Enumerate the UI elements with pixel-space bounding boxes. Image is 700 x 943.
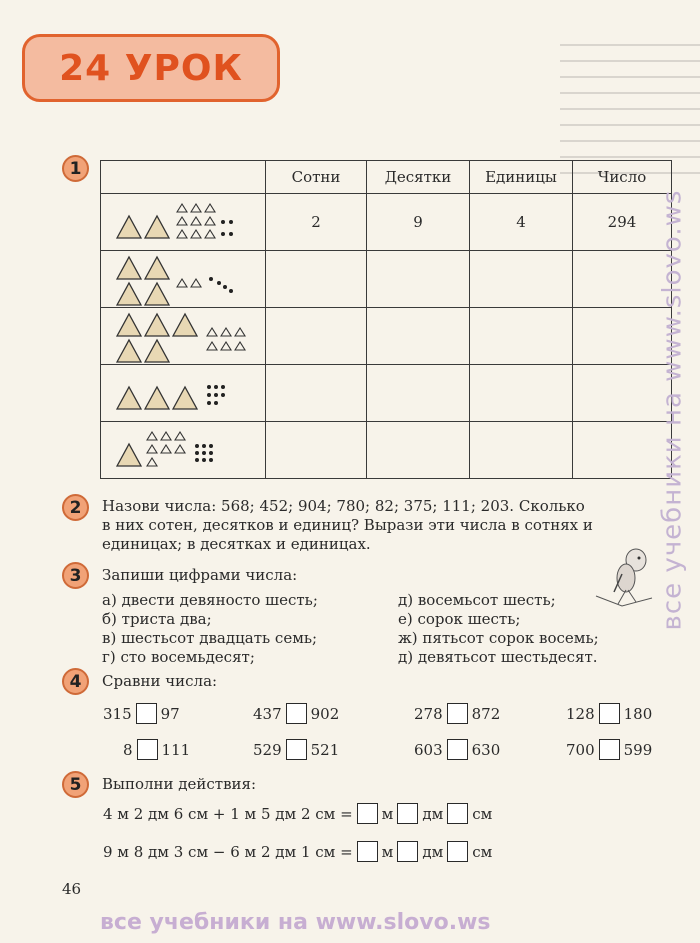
- answer-box-cm[interactable]: [447, 803, 468, 824]
- compare-item: [566, 739, 652, 760]
- figure-column-header: [101, 161, 266, 194]
- compare-left: 437: [253, 704, 282, 723]
- table-row: [101, 365, 672, 422]
- bottom-watermark: все учебники на www.slovo.ws: [100, 910, 491, 935]
- mouse-illustration: [592, 540, 656, 618]
- triangles-dots-figure: [101, 365, 265, 421]
- answer-box-dm[interactable]: [397, 841, 418, 862]
- cell-hundreds[interactable]: [266, 251, 367, 308]
- unit-label: см: [472, 842, 493, 861]
- compare-right: 902: [310, 704, 340, 723]
- lesson-badge: [22, 34, 280, 102]
- task2-line: Назови числа: 568; 452; 904; 780; 82; 375; 111; 203. Сколько: [102, 497, 585, 515]
- triangles-dots-figure: [101, 194, 265, 250]
- lesson-title: 24 УРОК: [59, 47, 243, 89]
- task3-item: д) девятьсот шестьдесят.: [398, 648, 598, 666]
- unit-label: дм: [422, 842, 444, 861]
- cell-hundreds: 2: [266, 194, 367, 251]
- compare-left: 8: [123, 740, 133, 759]
- task3-item: г) сто восемьдесят;: [102, 648, 255, 666]
- triangles-dots-figure: [101, 251, 265, 307]
- place-value-table: [100, 160, 672, 479]
- compare-right: 630: [471, 740, 501, 759]
- compare-answer-box[interactable]: [447, 703, 468, 724]
- unit-label: см: [472, 804, 493, 823]
- compare-item: [414, 703, 500, 724]
- figure-cell: [101, 422, 266, 479]
- task5-title: Выполни действия:: [102, 775, 257, 793]
- expression-text: 9 м 8 дм 3 см − 6 м 2 дм 1 см =: [103, 842, 353, 861]
- compare-item: [253, 703, 339, 724]
- compare-left: 278: [414, 704, 443, 723]
- cell-ones[interactable]: [470, 365, 573, 422]
- task2-line: единицах; в десятках и единицах.: [102, 535, 371, 553]
- task-number-2: 2: [62, 494, 89, 521]
- compare-answer-box[interactable]: [599, 739, 620, 760]
- header-hundreds: Сотни: [266, 161, 367, 194]
- compare-answer-box[interactable]: [286, 739, 307, 760]
- triangles-dots-figure: [101, 422, 265, 478]
- task3-item: е) сорок шесть;: [398, 610, 521, 628]
- compare-right: 872: [471, 704, 501, 723]
- cell-tens[interactable]: [367, 422, 470, 479]
- task4-title: Сравни числа:: [102, 672, 218, 690]
- compare-left: 128: [566, 704, 595, 723]
- compare-item: [414, 739, 500, 760]
- triangles-dots-figure: [101, 308, 265, 364]
- compare-answer-box[interactable]: [447, 739, 468, 760]
- compare-right: 97: [160, 704, 180, 723]
- header-ones: Единицы: [470, 161, 573, 194]
- task-number-4: 4: [62, 668, 89, 695]
- cell-ones: 4: [470, 194, 573, 251]
- task3-item: б) триста два;: [102, 610, 212, 628]
- compare-answer-box[interactable]: [137, 739, 158, 760]
- figure-cell: [101, 251, 266, 308]
- expression-text: 4 м 2 дм 6 см + 1 м 5 дм 2 см =: [103, 804, 353, 823]
- compare-right: 180: [623, 704, 653, 723]
- compare-left: 700: [566, 740, 595, 759]
- task3-item: а) двести девяносто шесть;: [102, 591, 318, 609]
- header-number: Число: [573, 161, 672, 194]
- cell-hundreds[interactable]: [266, 422, 367, 479]
- cell-tens[interactable]: [367, 308, 470, 365]
- cell-hundreds[interactable]: [266, 365, 367, 422]
- unit-label: м: [381, 842, 394, 861]
- task-number-1: 1: [62, 155, 89, 182]
- task-number-3: 3: [62, 562, 89, 589]
- answer-box-dm[interactable]: [397, 803, 418, 824]
- task2-line: в них сотен, десятков и единиц? Вырази эти числа в сотнях и: [102, 516, 593, 534]
- task-number-5: 5: [62, 771, 89, 798]
- cell-ones[interactable]: [470, 422, 573, 479]
- compare-item: [566, 703, 652, 724]
- answer-box-cm[interactable]: [447, 841, 468, 862]
- header-tens: Десятки: [367, 161, 470, 194]
- vertical-watermark: [652, 140, 692, 680]
- figure-cell: [101, 308, 266, 365]
- table-row: [101, 251, 672, 308]
- cell-ones[interactable]: [470, 251, 573, 308]
- cell-tens[interactable]: [367, 251, 470, 308]
- compare-right: 599: [623, 740, 653, 759]
- cell-tens: 9: [367, 194, 470, 251]
- compare-left: 603: [414, 740, 443, 759]
- compare-right: 111: [161, 740, 191, 759]
- compare-left: 529: [253, 740, 282, 759]
- compare-item: [253, 739, 339, 760]
- compare-item: [103, 703, 180, 724]
- compare-answer-box[interactable]: [136, 703, 157, 724]
- unit-label: м: [381, 804, 394, 823]
- compare-left: 315: [103, 704, 132, 723]
- compare-item: [123, 739, 190, 760]
- watermark-text: все учебники на www.slovo.ws: [657, 189, 688, 631]
- table-row: [101, 194, 672, 251]
- table-row: [101, 308, 672, 365]
- compare-answer-box[interactable]: [599, 703, 620, 724]
- table-row: [101, 422, 672, 479]
- compare-answer-box[interactable]: [286, 703, 307, 724]
- unit-label: дм: [422, 804, 444, 823]
- table-header-row: [101, 161, 672, 194]
- figure-cell: [101, 365, 266, 422]
- cell-tens[interactable]: [367, 365, 470, 422]
- answer-box-m[interactable]: [357, 803, 378, 824]
- figure-cell: [101, 194, 266, 251]
- cell-ones[interactable]: [470, 308, 573, 365]
- task3-item: д) восемьсот шесть;: [398, 591, 556, 609]
- measure-expression: [103, 841, 492, 862]
- measure-expression: [103, 803, 492, 824]
- page-number: 46: [62, 880, 82, 898]
- compare-right: 521: [310, 740, 340, 759]
- cell-number: 294: [573, 194, 672, 251]
- cell-hundreds[interactable]: [266, 308, 367, 365]
- task3-item: в) шестьсот двадцать семь;: [102, 629, 318, 647]
- answer-box-m[interactable]: [357, 841, 378, 862]
- task3-title: Запиши цифрами числа:: [102, 566, 298, 584]
- task3-item: ж) пятьсот сорок восемь;: [398, 629, 599, 647]
